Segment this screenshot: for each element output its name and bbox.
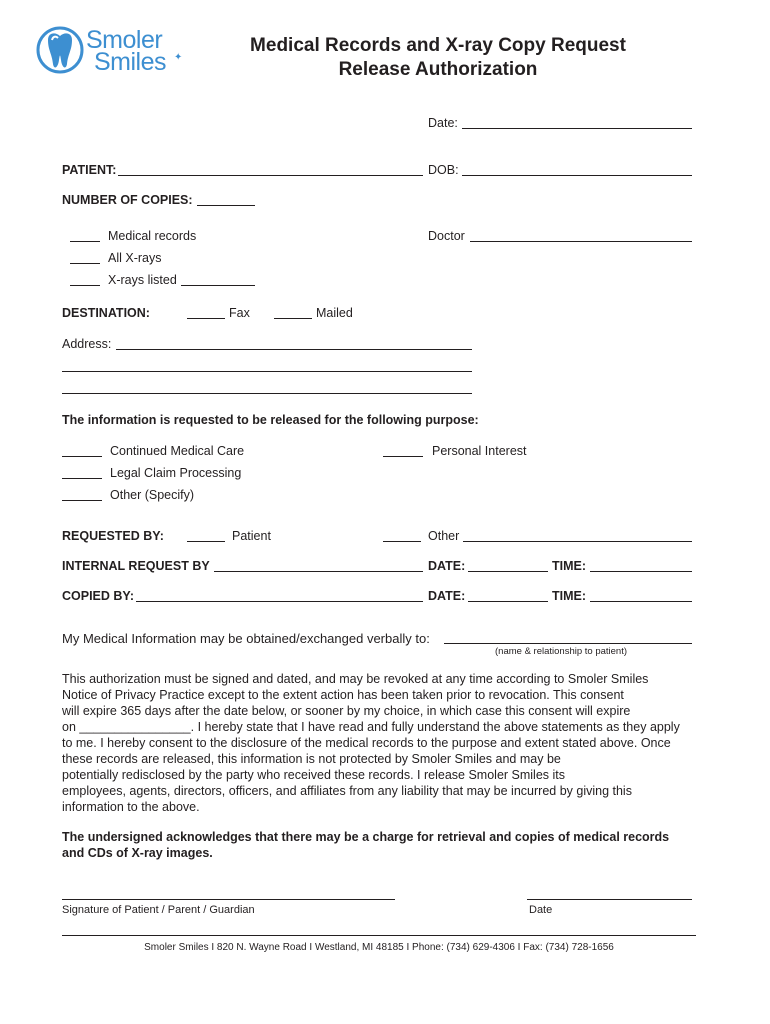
tooth-icon (38, 28, 82, 72)
address-field-2[interactable] (62, 371, 472, 372)
dob-field[interactable] (462, 175, 692, 176)
patient-field[interactable] (118, 175, 423, 176)
authorization-line-text: . I hereby state that I have read and fully understand the above statements as they apply (190, 720, 680, 734)
all-xrays-blank[interactable] (70, 263, 100, 264)
acknowledgement-line: and CDs of X-ray images. (62, 846, 213, 860)
address-field-3[interactable] (62, 393, 472, 394)
footer-divider (62, 935, 696, 936)
requested-by-label: REQUESTED BY: (62, 529, 164, 543)
copied-by-field[interactable] (136, 601, 423, 602)
internal-date-field[interactable] (468, 571, 548, 572)
sparkle-icon: ✦ (174, 52, 183, 63)
on-text: on (62, 720, 76, 734)
internal-date-label: DATE: (428, 559, 466, 573)
copied-time-field[interactable] (590, 601, 692, 602)
other-specify-blank[interactable] (62, 500, 102, 501)
authorization-line: information to the above. (62, 800, 200, 814)
continued-care-blank[interactable] (62, 456, 102, 457)
authorization-line: employees, agents, directors, officers, and affiliates from any liability that may be incurred by giving this (62, 784, 632, 798)
option-other-specify: Other (Specify) (110, 488, 195, 502)
footer-contact: Smoler Smiles I 820 N. Wayne Road I Westland, MI 48185 I Phone: (734) 629-4306 I Fax: (734) 728-1656 (144, 942, 614, 953)
patient-label: PATIENT: (62, 163, 117, 177)
logo-text-smoler: Smoler (86, 26, 163, 54)
legal-claim-blank[interactable] (62, 478, 102, 479)
authorization-line: these records are released, this information is not protected by Smoler Smiles and may be (62, 752, 561, 766)
purpose-heading: The information is requested to be released for the following purpose: (62, 413, 479, 427)
verbal-exchange-field[interactable] (444, 643, 692, 644)
signature-date-field[interactable] (527, 899, 692, 900)
internal-request-label: INTERNAL REQUEST BY (62, 559, 210, 573)
date-field[interactable] (462, 128, 692, 129)
option-medical-records: Medical records (108, 229, 197, 243)
requested-other-blank[interactable] (383, 541, 421, 542)
authorization-line: potentially redisclosed by the party who received these records. I release Smoler Smiles its (62, 768, 566, 782)
requested-patient-option: Patient (232, 529, 271, 543)
authorization-paragraph (62, 671, 702, 815)
xrays-listed-field[interactable] (181, 285, 255, 286)
verbal-exchange-label: My Medical Information may be obtained/exchanged verbally to: (62, 631, 430, 646)
date-label: Date: (428, 116, 458, 130)
expiry-date-blank[interactable]: ________________ (79, 720, 191, 734)
internal-time-field[interactable] (590, 571, 692, 572)
option-legal-claim: Legal Claim Processing (110, 466, 242, 480)
logo-text-smiles: Smiles (94, 48, 167, 76)
acknowledgement-line: The undersigned acknowledges that there may be a charge for retrieval and copies of medical records (62, 830, 670, 844)
internal-request-field[interactable] (214, 571, 423, 572)
authorization-line: to me. I hereby consent to the disclosure of the medical records to the purpose and extent stated above. Once (62, 736, 671, 750)
acknowledgement-paragraph (62, 829, 702, 861)
authorization-line: Notice of Privacy Practice except to the extent action has been taken prior to revocation. This consent (62, 688, 624, 702)
personal-interest-blank[interactable] (383, 456, 423, 457)
destination-label: DESTINATION: (62, 306, 150, 320)
option-continued-care: Continued Medical Care (110, 444, 245, 458)
signature-label: Signature of Patient / Parent / Guardian (62, 904, 255, 916)
doctor-field[interactable] (470, 241, 692, 242)
fax-blank[interactable] (187, 318, 225, 319)
copies-field[interactable] (197, 205, 255, 206)
address-label: Address: (62, 337, 112, 351)
copied-date-field[interactable] (468, 601, 548, 602)
copies-label: NUMBER OF COPIES: (62, 193, 193, 207)
internal-time-label: TIME: (552, 559, 587, 573)
option-all-xrays: All X-rays (108, 251, 162, 265)
authorization-line: will expire 365 days after the date below, or sooner by my choice, in which case this consent will expire (62, 704, 631, 718)
authorization-line: This authorization must be signed and dated, and may be revoked at any time according to Smoler Smiles (62, 672, 649, 686)
copied-date-label: DATE: (428, 589, 466, 603)
form-title-line2: Release Authorization (338, 59, 538, 80)
option-fax: Fax (229, 306, 250, 320)
smoler-smiles-logo (36, 24, 186, 85)
form-title-line1: Medical Records and X-ray Copy Request (250, 35, 626, 56)
verbal-exchange-hint: (name & relationship to patient) (495, 646, 628, 657)
doctor-label: Doctor (428, 229, 465, 243)
requested-patient-blank[interactable] (187, 541, 225, 542)
copied-by-label: COPIED BY: (62, 589, 134, 603)
requested-other-field[interactable] (463, 541, 692, 542)
dob-label: DOB: (428, 163, 459, 177)
medical-records-blank[interactable] (70, 241, 100, 242)
signature-date-label: Date (529, 904, 553, 916)
xrays-listed-blank[interactable] (70, 285, 100, 286)
address-field-1[interactable] (116, 349, 472, 350)
option-mailed: Mailed (316, 306, 353, 320)
authorization-line-expiry (62, 719, 702, 735)
requested-other-option: Other (428, 529, 460, 543)
signature-field[interactable] (62, 899, 395, 900)
option-personal-interest: Personal Interest (432, 444, 527, 458)
copied-time-label: TIME: (552, 589, 587, 603)
mailed-blank[interactable] (274, 318, 312, 319)
option-xrays-listed: X-rays listed (108, 273, 177, 287)
